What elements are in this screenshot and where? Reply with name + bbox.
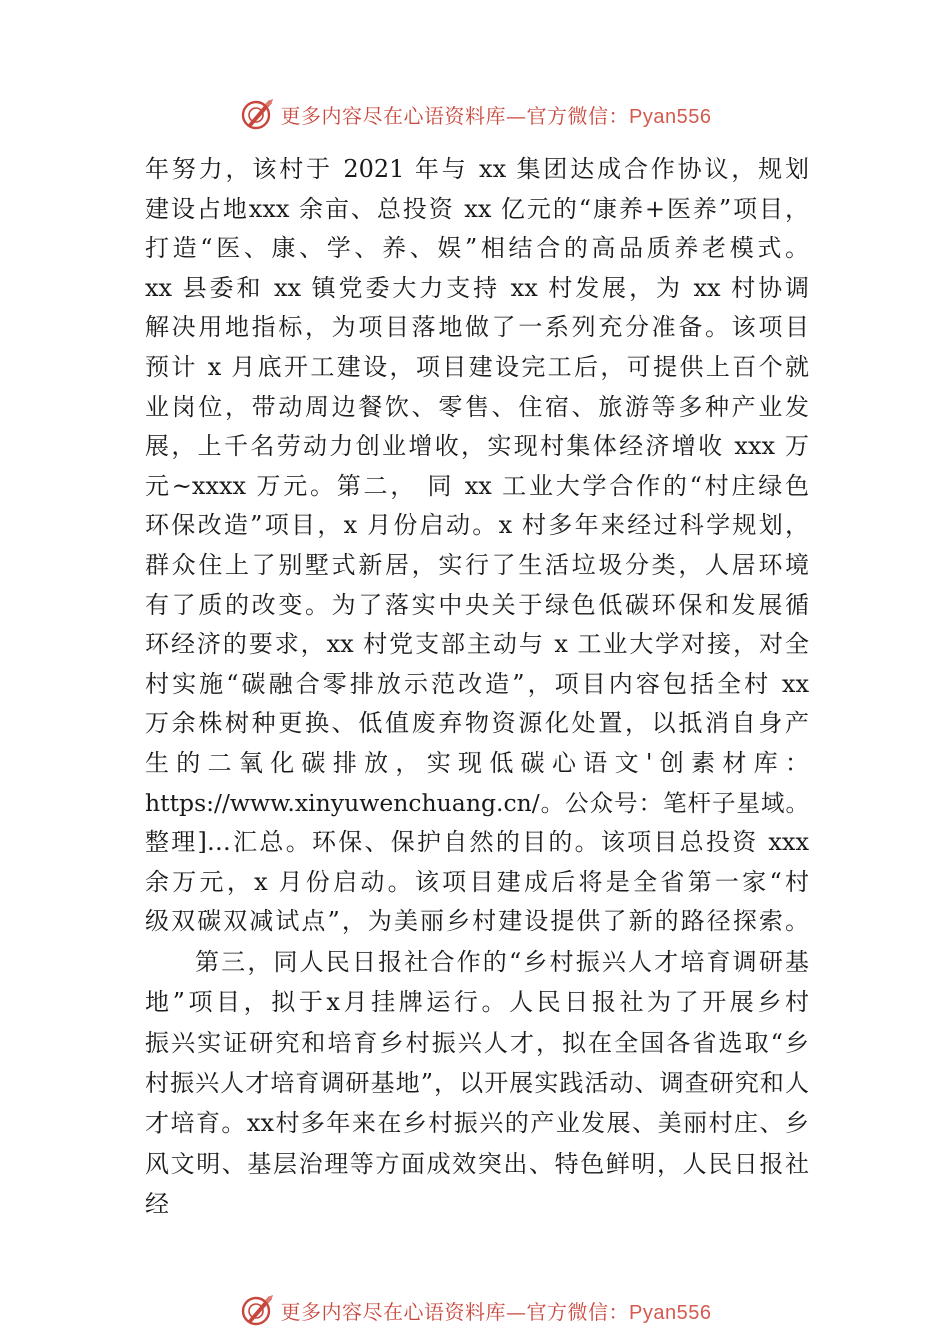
header-banner-text — [281, 100, 712, 129]
footer-wechat-id: Pyan556 — [629, 1301, 712, 1324]
footer-banner-text — [281, 1296, 712, 1325]
text-line: 元~xxxx 万元。第二， 同 xx 工业大学合作的“村庄绿色 — [145, 471, 809, 500]
header-banner-prefix: 更多内容尽在心语资料库—官方微信： — [280, 103, 630, 128]
paragraph-2 — [145, 942, 809, 1225]
text-line: 解决用地指标，为项目落地做了一系列充分准备。该项目 — [145, 313, 809, 342]
text-line: 第三，同人民日报社合作的“乡村振兴人才培育调研基 — [195, 947, 809, 976]
text-line: 村振兴人才培育调研基地”，以开展实践活动、调查研究和人 — [145, 1069, 809, 1098]
quill-pen-logo-icon — [239, 96, 275, 132]
text-line: 年努力，该村于 2021 年与 xx 集团达成合作协议，规划 — [145, 155, 809, 183]
document-body — [145, 150, 809, 1225]
text-line: 生的二氧化碳排放，实现低碳心语文'创素材库： — [145, 748, 809, 777]
text-line: 余万元，x 月份启动。该项目建成后将是全省第一家“村 — [145, 867, 809, 896]
text-line: 整理]…汇总。环保、保护自然的目的。该项目总投资 xxx — [145, 828, 809, 857]
text-line: 环保改造”项目，x 月份启动。x 村多年来经过科学规划， — [145, 511, 809, 540]
text-line: https://www.xinyuwenchuang.cn/。公众号：笔杆子星域。 — [145, 788, 809, 817]
header-wechat-id: Pyan556 — [629, 105, 712, 128]
footer-banner-prefix: 更多内容尽在心语资料库—官方微信： — [280, 1299, 630, 1324]
text-line: 万余株树种更换、低值废弃物资源化处置，以抵消自身产 — [145, 709, 809, 738]
quill-pen-logo-icon — [239, 1292, 275, 1328]
paragraph-1 — [145, 150, 809, 942]
text-line: 有了质的改变。为了落实中央关于绿色低碳环保和发展循 — [145, 590, 809, 619]
text-line: 村实施“碳融合零排放示范改造”，项目内容包括全村 xx — [145, 669, 809, 698]
text-line: 经 — [145, 1190, 169, 1219]
text-line: 地”项目，拟于x月挂牌运行。人民日报社为了开展乡村 — [145, 988, 809, 1017]
text-line: 才培育。xx村多年来在乡村振兴的产业发展、美丽村庄、乡 — [145, 1109, 809, 1138]
text-line: 业岗位，带动周边餐饮、零售、住宿、旅游等多种产业发 — [145, 392, 809, 421]
text-line: 展，上千名劳动力创业增收，实现村集体经济增收 xxx 万 — [145, 432, 809, 461]
text-line: 级双碳双减试点”，为美丽乡村建设提供了新的路径探索。 — [145, 907, 809, 936]
footer-banner — [0, 1290, 950, 1330]
text-line: 打造“医、康、学、养、娱”相结合的高品质养老模式。 — [145, 234, 809, 263]
text-line: xx 县委和 xx 镇党委大力支持 xx 村发展，为 xx 村协调 — [145, 273, 809, 302]
text-line: 预计 x 月底开工建设，项目建设完工后，可提供上百个就 — [145, 352, 809, 381]
text-line: 建设占地xxx 余亩、总投资 xx 亿元的“康养+医养”项目， — [145, 194, 809, 223]
text-line: 群众住上了别墅式新居，实行了生活垃圾分类，人居环境 — [145, 550, 809, 579]
text-line: 风文明、基层治理等方面成效突出、特色鲜明，人民日报社 — [145, 1149, 809, 1178]
header-banner — [0, 94, 950, 134]
text-line: 振兴实证研究和培育乡村振兴人才，拟在全国各省选取“乡 — [145, 1028, 809, 1057]
text-line: 环经济的要求，xx 村党支部主动与 x 工业大学对接，对全 — [145, 630, 809, 659]
